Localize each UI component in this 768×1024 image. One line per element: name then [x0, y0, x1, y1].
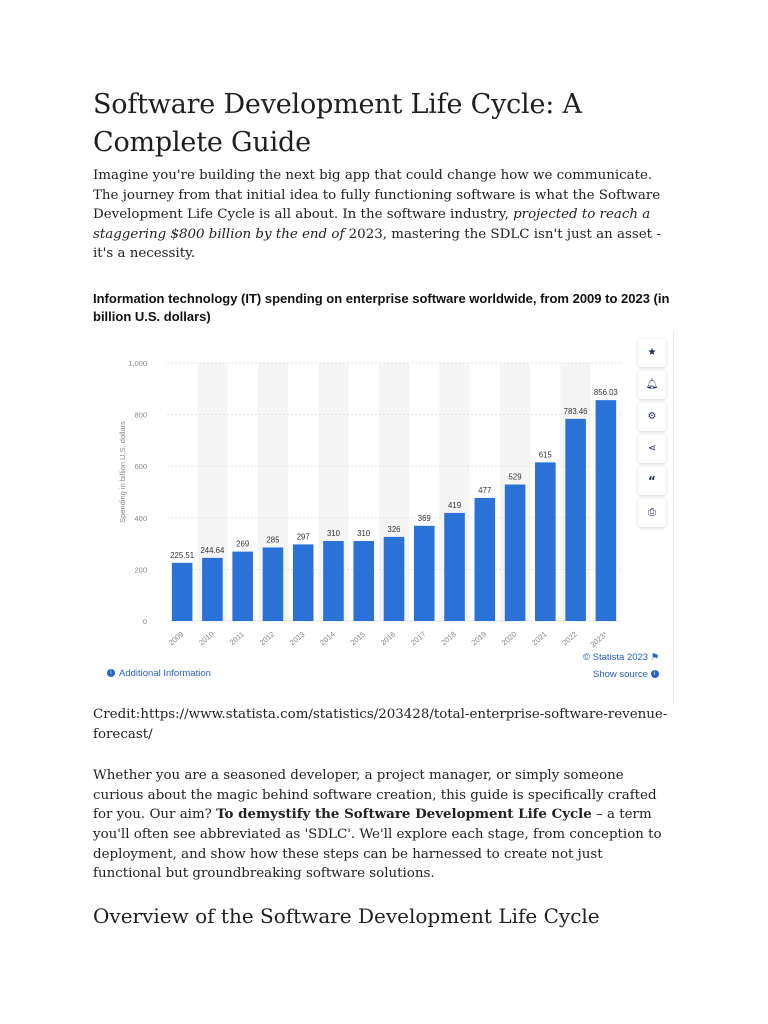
- credit-line: Credit:https://www.statista.com/statistics/203428/total-enterprise-software-revenue-forecast/: [93, 706, 668, 742]
- bar: [172, 563, 193, 621]
- y-tick-label: 0: [142, 616, 147, 626]
- x-tick-label: 2018: [439, 629, 458, 648]
- copyright-text: © Statista 2023: [583, 651, 649, 663]
- flag-icon: ⚑: [650, 651, 660, 663]
- y-tick-label: 800: [134, 410, 147, 420]
- bar: [202, 558, 223, 621]
- x-tick-label: 2021: [530, 629, 549, 648]
- intro-text: Imagine you're building the next big app that could change how we communicate. The journey from that initial idea to fully functioning software is what the Software Development Life Cycle is all about. In the software industry,: [93, 168, 661, 223]
- bar: [475, 498, 496, 621]
- show-source-link[interactable]: [593, 669, 663, 680]
- para2-text-end: – a term you'll often see abbreviated as 'SDLC'. We'll explore each stage, from conception to deployment, and show how these steps can be harnessed to create not just functional but groundbreaking software solutions.: [93, 807, 662, 882]
- bar-value-label: 529: [508, 472, 522, 482]
- bar-value-label: 369: [417, 513, 431, 523]
- x-tick-label: 2019: [469, 629, 489, 648]
- x-tick-label: 2016: [378, 629, 398, 648]
- info-icon: i: [107, 669, 115, 677]
- info-icon: i: [651, 670, 659, 678]
- bar: [293, 544, 314, 621]
- bar-value-label: 326: [387, 524, 401, 534]
- y-tick-label: 1,000: [128, 358, 147, 368]
- x-tick-label: 2015: [348, 629, 368, 648]
- bar: [263, 547, 284, 621]
- quote-icon: “: [648, 473, 656, 488]
- bar: [353, 541, 374, 621]
- bell-icon: 🔔︎: [645, 379, 659, 391]
- para2-bold: To demystify the Software Development Life Cycle: [216, 806, 592, 823]
- cite-button[interactable]: [638, 467, 666, 495]
- y-tick-label: 200: [134, 565, 147, 575]
- bar: [232, 552, 253, 621]
- chart-frame-edge: [673, 330, 674, 705]
- share-icon: ⋖: [647, 443, 657, 455]
- additional-information-link[interactable]: [107, 668, 211, 679]
- bar-value-label: 856.03: [593, 388, 618, 398]
- x-tick-label: 2011: [227, 629, 246, 647]
- settings-button[interactable]: [638, 403, 666, 431]
- x-tick-label: 2022: [560, 629, 579, 648]
- page-title: Software Development Life Cycle: A Complete Guide: [93, 89, 582, 158]
- bar-chart: [93, 330, 633, 705]
- y-tick-label: 600: [134, 462, 147, 472]
- gear-icon: ⚙: [647, 411, 657, 423]
- additional-information-label: Additional Information: [119, 667, 211, 679]
- star-button[interactable]: [638, 339, 666, 367]
- bar-value-label: 783.46: [563, 406, 588, 416]
- print-button[interactable]: [638, 499, 666, 527]
- bar: [323, 541, 344, 621]
- bar: [505, 484, 526, 620]
- print-icon: ⎙: [648, 507, 656, 519]
- bar-value-label: 477: [478, 485, 492, 495]
- x-tick-label: 2012: [257, 629, 277, 648]
- second-paragraph: [93, 766, 673, 884]
- x-tick-label: 2020: [499, 629, 519, 648]
- intro-italic: projected to reach a staggering $800 billion by the end of: [93, 207, 651, 242]
- section-heading: Overview of the Software Development Life Cycle: [93, 903, 600, 928]
- y-tick-label: 400: [134, 513, 147, 523]
- notification-button[interactable]: [638, 371, 666, 399]
- show-source-label: Show source: [593, 668, 648, 680]
- intro-text-end: 2023, mastering the SDLC isn't just an asset - it's a necessity.: [93, 226, 661, 262]
- bar-value-label: 310: [326, 528, 340, 538]
- bar-value-label: 297: [296, 532, 310, 542]
- chart-container: [93, 330, 678, 705]
- bar-value-label: 310: [357, 528, 371, 538]
- statista-copyright[interactable]: [583, 652, 659, 663]
- bar: [444, 513, 465, 621]
- x-tick-label: 2013: [287, 629, 307, 648]
- x-tick-label: 2023*: [588, 629, 610, 650]
- intro-paragraph: [93, 166, 673, 264]
- x-tick-label: 2014: [318, 629, 337, 648]
- para2-text: Whether you are a seasoned developer, a project manager, or simply someone curious about the magic behind software creation, this guide is specifically crafted for you. Our aim?: [93, 768, 657, 823]
- bar-value-label: 225.51: [170, 550, 195, 560]
- bar-value-label: 419: [448, 500, 462, 510]
- bar: [565, 419, 586, 621]
- bar: [596, 400, 617, 621]
- bar-value-label: 285: [266, 535, 280, 545]
- y-axis-label: Spending in billion U.S. dollars: [118, 421, 127, 523]
- chart-title: Information technology (IT) spending on enterprise software worldwide, from 2009 to 2023 (in billion U.S. dollars): [93, 290, 670, 324]
- bar: [384, 537, 405, 621]
- share-button[interactable]: [638, 435, 666, 463]
- x-tick-label: 2009: [166, 629, 186, 648]
- x-tick-label: 2010: [197, 629, 216, 648]
- bar-value-label: 244.64: [200, 545, 225, 555]
- star-icon: ★: [647, 347, 657, 359]
- x-tick-label: 2017: [408, 629, 428, 648]
- article: [93, 86, 673, 930]
- bar: [535, 462, 556, 621]
- bar: [414, 526, 435, 621]
- bar-value-label: 615: [538, 450, 552, 460]
- bar-value-label: 269: [236, 539, 250, 549]
